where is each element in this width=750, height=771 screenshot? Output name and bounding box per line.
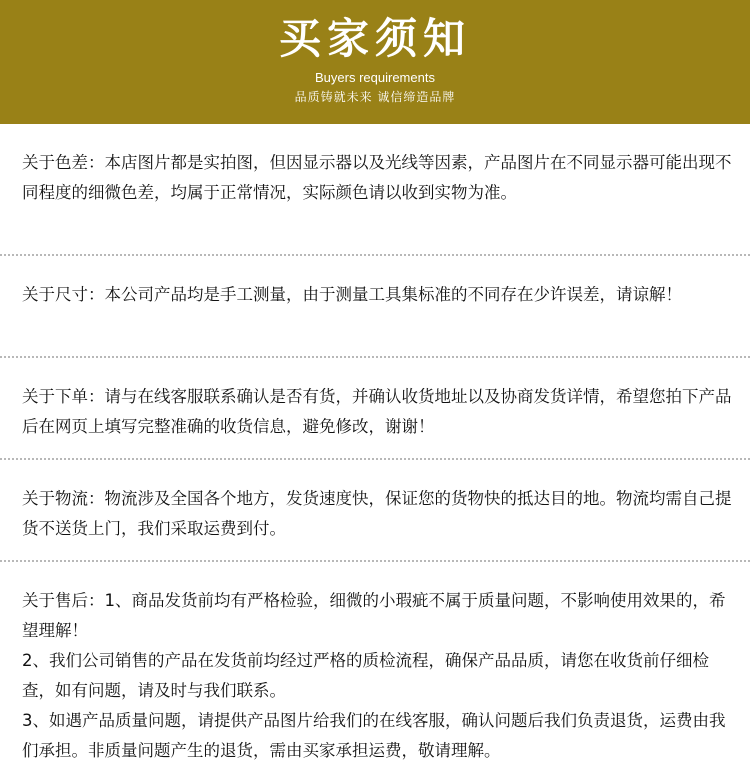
order-text: 关于下单：请与在线客服联系确认是否有货，并确认收货地址以及协商发货详情，希望您拍下产品后在网页上填写完整准确的收货信息，避免修改，谢谢！ [22,387,732,436]
color-difference-text: 关于色差：本店图片都是实拍图，但因显示器以及光线等因素，产品图片在不同显示器可能出现不同程度的细微色差，均属于正常情况，实际颜色请以收到实物为准。 [22,153,732,202]
after-sale-text-3: 3、如遇产品质量问题，请提供产品图片给我们的在线客服，确认问题后我们负责退货，运费由我们承担。非质量问题产生的退货，需由买家承担运费，敬请理解。 [22,711,726,760]
subtitle-chinese: 品质铸就未来 诚信缔造品牌 [294,90,456,104]
section-color-difference [0,124,750,256]
logistics-text: 关于物流：物流涉及全国各个地方，发货速度快，保证您的货物快的抵达目的地。物流均需自己提货不送货上门，我们采取运费到付。 [22,489,732,538]
section-logistics [0,460,750,562]
section-after-sale [0,562,750,766]
section-size [0,256,750,358]
section-order [0,358,750,460]
page-title: 买家须知 [278,14,471,63]
header-banner [0,0,750,124]
after-sale-text-1: 关于售后：1、商品发货前均有严格检验，细微的小瑕疵不属于质量问题，不影响使用效果的，希望理解！ [22,591,726,640]
subtitle-english: Buyers requirements [315,70,435,85]
notice-sections [0,124,750,766]
after-sale-text-2: 2、我们公司销售的产品在发货前均经过严格的质检流程，确保产品品质，请您在收货前仔细检查，如有问题，请及时与我们联系。 [22,651,709,700]
size-text: 关于尺寸：本公司产品均是手工测量，由于测量工具集标准的不同存在少许误差，请谅解！ [22,285,682,304]
